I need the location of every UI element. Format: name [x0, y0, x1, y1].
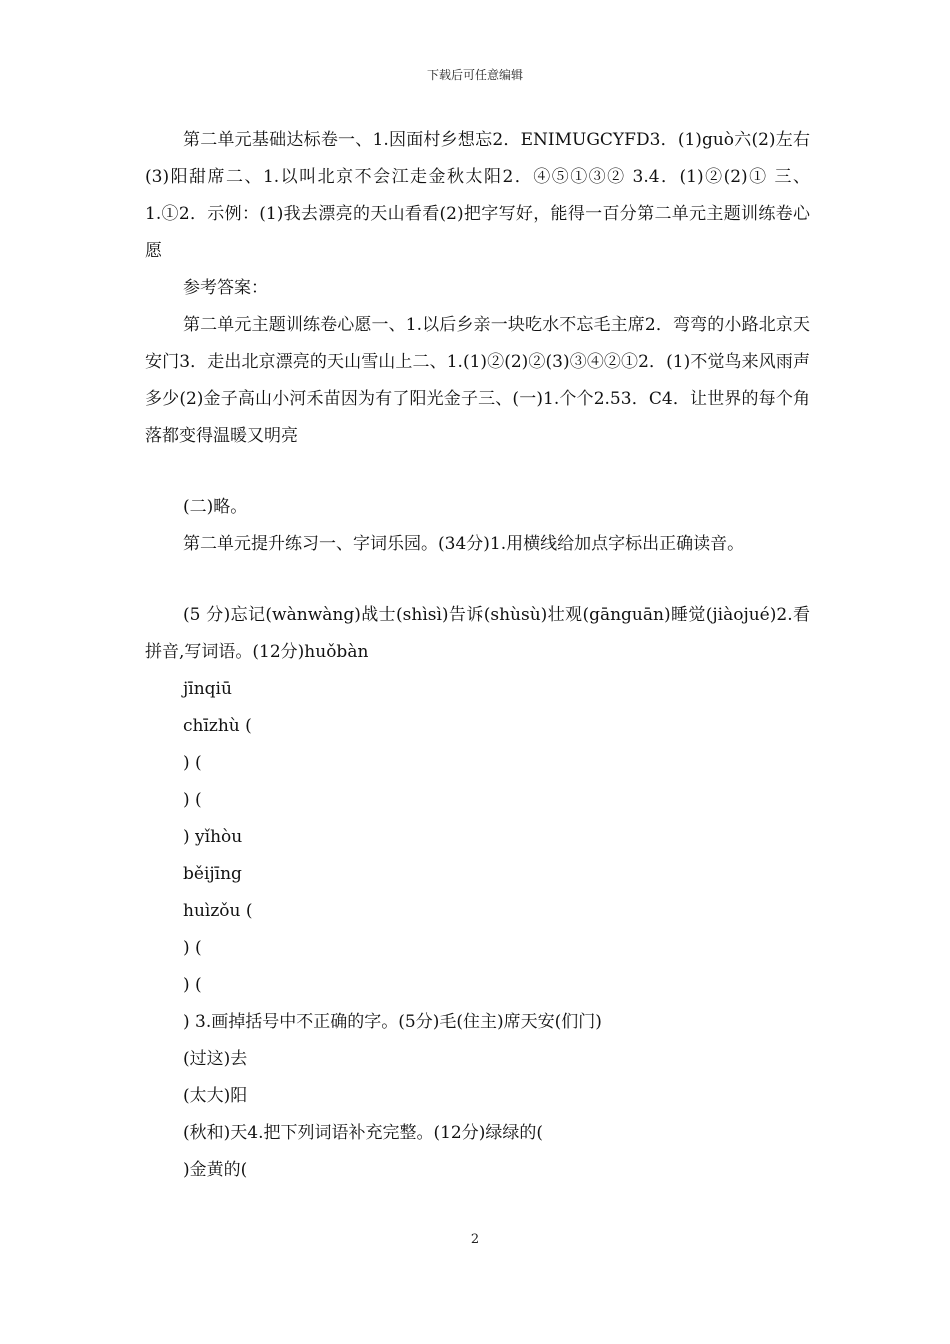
- exercise-pinyin-question: (5 分)忘记(wànwàng)战士(shìsì)告诉(shùsù)壮观(gānguān)睡觉(jiàojué)2.看拼音,写词语。(12分)huǒbàn: [145, 605, 810, 662]
- page-header: 下载后可任意编辑: [426, 68, 523, 82]
- exercise-section-title: 第二单元提升练习一、字词乐园。(34分)1.用横线给加点字标出正确读音。: [183, 534, 745, 554]
- exercise-line: huìzǒu (: [183, 901, 253, 921]
- exercise-line: ) (: [183, 938, 202, 958]
- answer-paragraph-theme: 第二单元主题训练卷心愿一、1.以后乡亲一块吃水不忘毛主席2．弯弯的小路北京天安门3．走出北京漂亮的天山雪山上二、1.(1)②(2)②(3)③④②①2．(1)不觉鸟来风雨声多少(2)金子高山小河禾苗因为有了阳光金子三、(一)1.个个2.53．C4．让世界的每个角落都变得温暖又明亮: [145, 315, 810, 446]
- exercise-line: )金黄的(: [183, 1160, 248, 1180]
- exercise-line: ) 3.画掉括号中不正确的字。(5分)毛(住主)席天安(们门): [183, 1012, 602, 1032]
- exercise-line: běijīng: [183, 864, 242, 884]
- exercise-line: ) yǐhòu: [183, 827, 243, 847]
- document-body: [145, 122, 810, 1189]
- answer-paragraph-omitted: (二)略。: [183, 497, 248, 517]
- exercise-line: ) (: [183, 790, 202, 810]
- reference-answer-heading: 参考答案：: [183, 278, 268, 298]
- exercise-line: (太大)阳: [183, 1086, 248, 1106]
- exercise-line: ) (: [183, 753, 202, 773]
- page-number: 2: [470, 1232, 480, 1247]
- exercise-line: ) (: [183, 975, 202, 995]
- exercise-line: jīnqiū: [183, 679, 232, 699]
- answer-paragraph-basic: 第二单元基础达标卷一、1.因面村乡想忘2．ENIMUGCYFD3．(1)guò六(2)左右(3)阳甜席二、1.以叫北京不会江走金秋太阳2．④⑤①③② 3.4．(1)②(2)① 三、1.①2．示例：(1)我去漂亮的天山看看(2)把字写好，能得一百分第二单元主题训练卷心愿: [145, 130, 810, 261]
- exercise-line: (秋和)天4.把下列词语补充完整。(12分)绿绿的(: [183, 1123, 544, 1143]
- exercise-line: chīzhù (: [183, 716, 252, 736]
- exercise-line: (过这)去: [183, 1049, 248, 1069]
